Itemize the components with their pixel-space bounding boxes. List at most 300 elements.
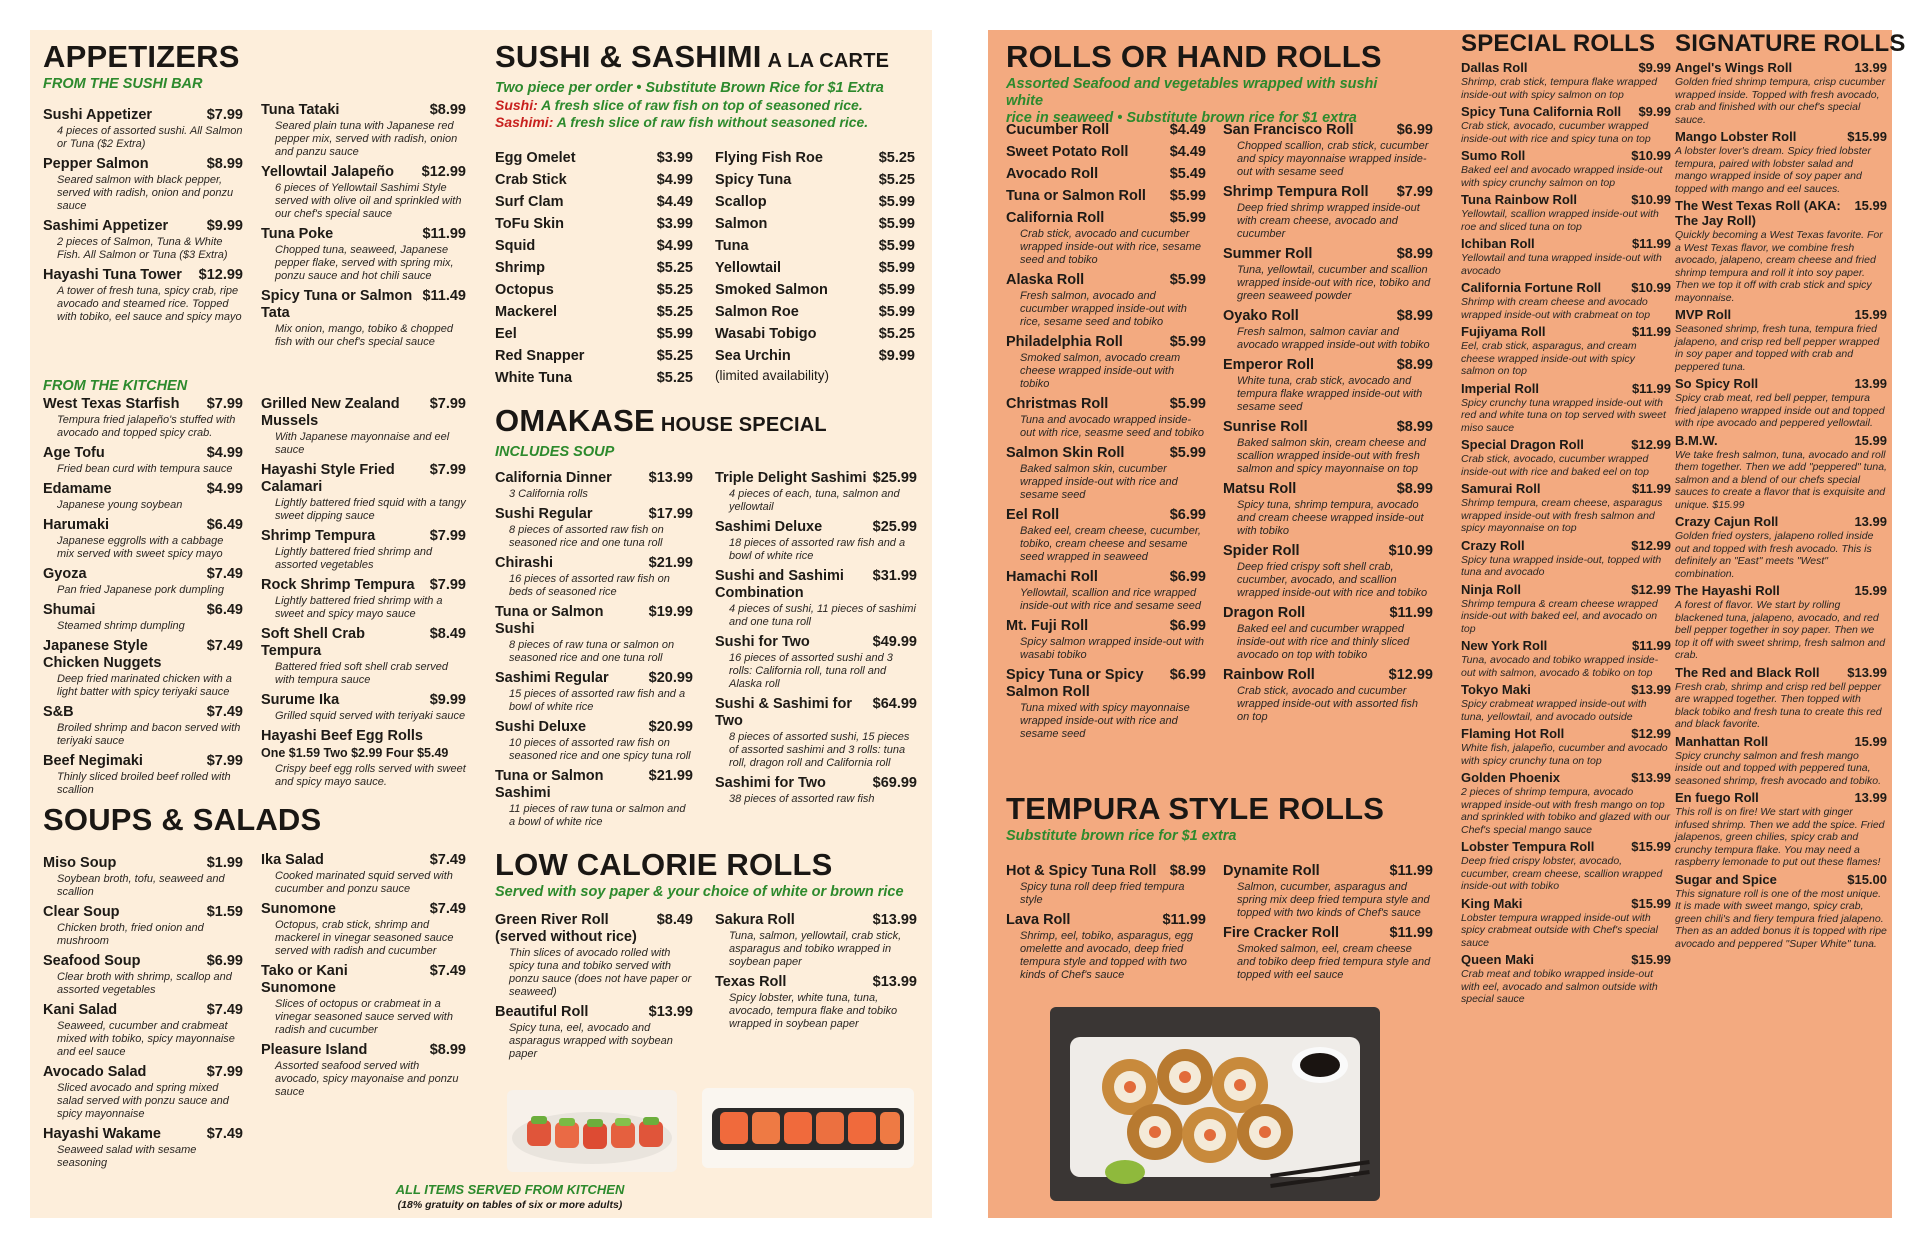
menu-item-description: Mix onion, mango, tobiko & chopped fish with our chef's special sauce (275, 323, 453, 348)
menu-item-description: Slices of octopus or crabmeat in a vinegar seasoned sauce served with radish and cucumber (275, 998, 453, 1036)
menu-item-name: Harumaki (43, 517, 110, 533)
sushi-item-price: $5.99 (878, 238, 915, 254)
menu-item (1461, 682, 1671, 723)
sushi-col2-wrap (715, 147, 915, 385)
menu-item-price: $12.99 (198, 267, 243, 283)
menu-item-description: Yellowtail and tuna wrapped inside-out with avocado (1461, 252, 1662, 277)
tempura-section (1006, 792, 1436, 849)
menu-item (1675, 583, 1887, 662)
rolls-section (1006, 40, 1386, 131)
menu-item-price: $7.49 (206, 704, 243, 720)
menu-item-name: The Hayashi Roll (1675, 583, 1780, 598)
menu-item-description: We take fresh salmon, tuna, avocado and roll them together. Then we add "peppered" tuna, salmon and a blend of our chefs special sauces to create a flavor that is exquisite and unique. $15.99 (1675, 448, 1887, 511)
sushi-item-price: $5.25 (656, 370, 693, 386)
menu-item-name: Tuna or Salmon Sushi (495, 604, 604, 637)
menu-item-price: $5.49 (1169, 166, 1206, 182)
menu-item-description: 4 pieces of each, tuna, salmon and yellowtail (729, 488, 900, 513)
appetizers-sushi-col1 (43, 107, 243, 329)
sushi-title: SUSHI & SASHIMI A LA CARTE (495, 39, 890, 74)
menu-item-description: Spicy crab meat, red bell pepper, tempura fried jalapeno wrapped inside out and topped with ripe avocado and peppered yellowtail. (1675, 392, 1885, 429)
menu-item-name: Shrimp Tempura Roll (1223, 184, 1369, 200)
menu-item-price: $7.49 (429, 852, 466, 868)
sushi-item (715, 301, 915, 323)
menu-item-name: Lava Roll (1006, 912, 1071, 928)
menu-item (261, 577, 466, 621)
menu-item (1006, 122, 1206, 139)
menu-item-description: 8 pieces of raw tuna or salmon on seasoned rice and one tuna roll (509, 639, 675, 664)
menu-item-name: Angel's Wings Roll (1675, 60, 1793, 75)
sushi-item (495, 345, 693, 367)
menu-item (43, 107, 243, 151)
menu-item-description: Fresh salmon, avocado and cucumber wrapped inside-out with rice, sesame seed and tobiko (1020, 290, 1187, 328)
sushi-item (495, 301, 693, 323)
menu-item-description: Tuna, yellowtail, cucumber and scallion wrapped inside-out with rice, tobiko and green seaweed powder (1237, 264, 1431, 302)
menu-item-price: $12.99 (1631, 726, 1671, 741)
menu-item-description: Tuna and avocado wrapped inside-out with rice, seasme seed and tobiko (1020, 414, 1205, 439)
menu-item-description: Thin slices of avocado rolled with spicy tuna and tobiko served with ponzu sauce (does not have paper or seaweed) (509, 947, 692, 998)
menu-item-name: Shrimp Tempura (261, 528, 376, 544)
menu-item (261, 288, 466, 349)
sushi-item (495, 367, 693, 389)
menu-item (1461, 280, 1671, 321)
menu-item-name: Edamame (43, 481, 112, 497)
menu-item-name: Sashimi Deluxe (715, 519, 823, 535)
menu-item (715, 470, 917, 514)
menu-item-description: Shrimp tempura, cream cheese, asparagus wrapped inside-out with fresh salmon and spicy mayonnaise on top (1461, 497, 1663, 534)
menu-item-name: Dynamite Roll (1223, 863, 1320, 879)
menu-item-price: $13.99 (1631, 682, 1671, 697)
omakase-col2 (715, 470, 917, 811)
menu-item-name: Flaming Hot Roll (1461, 726, 1565, 741)
menu-item-name: Sushi and Sashimi Combination (715, 568, 844, 601)
menu-item-description: This roll is on fire! We start with ginger infused shrimp. Then we add the spice. Fried jalapenos, green chilies, spicy crab and crunchy tempura flake. You may need a raspberry lemonade to put out these flames! (1675, 806, 1885, 868)
menu-item-name: Tako or Kani Sunomone (261, 963, 348, 996)
menu-item-name: Japanese Style Chicken Nuggets (43, 638, 162, 671)
menu-item-description: Smoked salmon, avocado cream cheese wrapped inside-out with tobiko (1020, 352, 1181, 390)
menu-item-price: $5.99 (1169, 210, 1206, 226)
menu-item (1006, 272, 1206, 329)
menu-item-price: $11.99 (1631, 236, 1671, 251)
menu-item (43, 602, 243, 633)
menu-item-price: $11.99 (1631, 638, 1671, 653)
menu-item-description: Lightly battered fried shrimp with a sweet and spicy mayo sauce (275, 595, 443, 620)
sushi-item (715, 323, 915, 345)
sea-urchin-note: (limited availability) (715, 368, 830, 383)
menu-item (43, 1064, 243, 1121)
menu-item-price: $6.99 (206, 953, 243, 969)
sushi-item-name: Crab Stick (495, 172, 567, 188)
rolls-subtitle-1: Assorted Seafood and vegetables wrapped with sushi white (1006, 76, 1378, 109)
sushi-item-name: Scallop (715, 194, 767, 210)
sushi-item-price: $5.25 (656, 282, 693, 298)
menu-item-description: Broiled shrimp and bacon served with teriyaki sauce (57, 722, 241, 747)
menu-item-name: So Spicy Roll (1675, 376, 1759, 391)
menu-item-name: Mt. Fuji Roll (1006, 618, 1089, 634)
menu-item-name: Sugar and Spice (1675, 871, 1777, 887)
menu-item (43, 704, 243, 748)
sushi-item-price: $5.99 (878, 304, 915, 320)
menu-item-description: Battered fried soft shell crab served with tempura sauce (275, 661, 449, 686)
menu-item-description: Seasoned shrimp, fresh tuna, tempura fried jalapeno, and crisp red bell pepper wrapped in soy paper and topped with crab and peppered tuna. (1675, 323, 1880, 373)
sushi-item-price: $5.99 (656, 326, 693, 342)
menu-item-price: $8.99 (1169, 863, 1206, 879)
sushi-subtitle: Two piece per order • Substitute Brown Rice for $1 Extra (495, 80, 884, 96)
menu-item-name: Gyoza (43, 566, 87, 582)
menu-item-price: $6.99 (1169, 667, 1206, 683)
special-rolls-section (1461, 30, 1671, 1009)
menu-item-price: 15.99 (1854, 198, 1887, 213)
menu-item-name: Pleasure Island (261, 1042, 368, 1058)
menu-item-description: Shrimp tempura & cream cheese wrapped inside-out with baked eel, and avocado on top (1461, 597, 1658, 635)
left-footer (330, 1182, 690, 1212)
menu-item-description: Quickly becoming a West Texas favorite. For a West Texas flavor, we combine fresh avocado, jalapeno, cream cheese and fried shrimp tempura and roll it into soy paper. Then we top it off with crab stick and spicy mayonnaise. (1675, 229, 1883, 304)
menu-item-price: $10.99 (1631, 280, 1671, 295)
sushi-item-price: $5.99 (878, 260, 915, 276)
menu-item-description: Tempura fried jalapeño's stuffed with avocado and topped spicy crab. (57, 414, 236, 439)
menu-item-name: Rainbow Roll (1223, 667, 1315, 683)
menu-item-name: Avocado Salad (43, 1064, 147, 1080)
menu-item-price: $7.49 (429, 963, 466, 979)
menu-item-price: $8.99 (206, 156, 243, 172)
sushi-item-name: Flying Fish Roe (715, 150, 823, 166)
menu-item (715, 519, 917, 563)
menu-item-description: Grilled squid served with teriyaki sauce (275, 710, 466, 722)
menu-item-price: $15.99 (1631, 895, 1671, 911)
menu-item (495, 719, 693, 763)
appetizers-title: APPETIZERS (43, 39, 240, 74)
omakase-subtitle: INCLUDES SOUP (495, 444, 615, 460)
appetizers-sushi-col2 (261, 102, 466, 354)
menu-item (1006, 144, 1206, 161)
menu-item-price: $7.99 (429, 396, 466, 412)
menu-item-description: White fish, jalapeño, cucumber and avocado with spicy crunchy tuna on top (1461, 742, 1668, 767)
menu-item-name: New York Roll (1461, 638, 1548, 653)
menu-item-name: Sunrise Roll (1223, 419, 1308, 435)
menu-item-price: $1.59 (206, 904, 243, 920)
menu-item-price: $21.99 (648, 555, 693, 571)
menu-item-description: Baked eel and avocado wrapped inside-out with spicy crunchy salmon on top (1461, 164, 1663, 189)
menu-item-name: En fuego Roll (1675, 790, 1759, 805)
menu-item-description: Crab stick, avocado and cucumber wrapped inside-out with rice, sesame seed and tobiko (1020, 228, 1201, 266)
menu-item (1675, 514, 1887, 580)
menu-item-price: $4.99 (206, 445, 243, 461)
menu-item-price: $49.99 (872, 634, 917, 650)
menu-item-name: Eel Roll (1006, 507, 1060, 523)
menu-item (1675, 433, 1887, 512)
menu-item (1223, 184, 1433, 241)
menu-item-price: $8.99 (1396, 357, 1433, 373)
menu-item-description: 16 pieces of assorted raw fish on beds of seasoned rice (509, 573, 670, 598)
menu-item-name: Miso Soup (43, 855, 117, 871)
menu-item-description: 15 pieces of assorted raw fish and a bowl of white rice (509, 688, 686, 713)
menu-item (43, 445, 243, 476)
menu-item-description: Deep fried marinated chicken with a light batter with spicy teriyaki sauce (57, 673, 232, 698)
footer-kitchen-note: ALL ITEMS SERVED FROM KITCHEN (395, 1182, 625, 1197)
menu-item (1006, 863, 1206, 907)
menu-item-name: Seafood Soup (43, 953, 141, 969)
lowcal-col2 (715, 912, 917, 1036)
menu-item-name: Texas Roll (715, 974, 787, 990)
sushi-item-price: $5.99 (878, 194, 915, 210)
menu-item-name: Cucumber Roll (1006, 122, 1110, 138)
menu-item-price-options: One $1.59 Two $2.99 Four $5.49 (261, 746, 449, 760)
menu-item-price: $11.99 (1631, 324, 1671, 339)
menu-item-price: $8.99 (1396, 246, 1433, 262)
menu-item-name: Special Dragon Roll (1461, 437, 1584, 452)
menu-item (1006, 166, 1206, 183)
menu-item-name: MVP Roll (1675, 307, 1732, 322)
menu-item (43, 396, 243, 440)
menu-item-price: $7.99 (429, 528, 466, 544)
menu-item (1223, 308, 1433, 352)
menu-item-price: $7.99 (206, 753, 243, 769)
menu-item (1006, 334, 1206, 391)
kitchen-subtitle: FROM THE KITCHEN (43, 378, 188, 394)
sushi-item-name: Shrimp (495, 260, 545, 276)
menu-item-price: $8.99 (429, 102, 466, 118)
menu-item (495, 670, 693, 714)
menu-item-name: Hayashi Tuna Tower (43, 267, 182, 283)
sashimi-note: Sashimi: A fresh slice of raw fish without seasoned rice. (495, 114, 869, 130)
menu-item-price: 13.99 (1854, 514, 1887, 529)
menu-item-description: 3 California rolls (509, 488, 588, 500)
menu-item-description: Spicy tuna roll deep fried tempura style (1020, 881, 1185, 906)
rolls-col2 (1223, 122, 1433, 729)
rolls-title: ROLLS OR HAND ROLLS (1006, 39, 1382, 74)
menu-item-description: Japanese eggrolls with a cabbage mix served with sweet spicy mayo (57, 535, 224, 560)
menu-item-description: Clear broth with shrimp, scallop and assorted vegetables (57, 971, 232, 996)
menu-item-description: Golden fried shrimp tempura, crisp cucumber wrapped inside. Topped with fresh avocado, crab and finished with our chef's special sauce. (1675, 76, 1886, 126)
menu-item (1461, 726, 1671, 767)
menu-item (1223, 667, 1433, 724)
menu-item-description: 11 pieces of raw tuna or salmon and a bowl of white rice (509, 803, 686, 828)
menu-item-description: Spicy lobster, white tuna, tuna, avocado, tempura flake and tobiko wrapped in soybean paper (729, 992, 898, 1030)
menu-item-price: $6.49 (206, 517, 243, 533)
menu-item (715, 912, 917, 969)
menu-item-price: $8.99 (429, 1042, 466, 1058)
menu-item-name: Tuna Tataki (261, 102, 340, 118)
menu-item-name: Manhattan Roll (1675, 733, 1769, 749)
sushi-item (495, 279, 693, 301)
menu-item-price: $13.99 (872, 912, 917, 928)
menu-item (261, 462, 466, 523)
menu-item-name: Hayashi Style Fried Calamari (261, 462, 395, 495)
sushi-item-name: Eel (495, 326, 517, 342)
menu-item (1006, 569, 1206, 613)
sushi-item (715, 345, 915, 367)
menu-item-price: $12.99 (1631, 537, 1671, 553)
menu-item (261, 626, 466, 687)
omakase-title: OMAKASE HOUSE SPECIAL (495, 403, 827, 438)
menu-item-name: The West Texas Roll (AKA: The Jay Roll) (1675, 198, 1841, 228)
menu-item-name: Hamachi Roll (1006, 569, 1098, 585)
menu-item-name: Sushi Regular (495, 506, 593, 522)
menu-item-price: $13.99 (648, 1004, 693, 1020)
menu-item-description: 2 pieces of shrimp tempura, avocado wrapped inside-out with fresh mango on top and sprinkled with tobiko and glazed with our Chef's special mango sauce (1461, 786, 1670, 836)
menu-item-name: B.M.W. (1675, 432, 1718, 448)
sushi-item-price: $5.99 (878, 282, 915, 298)
menu-item-description: Fried bean curd with tempura sauce (57, 463, 233, 475)
menu-item-name: Soft Shell Crab Tempura (261, 626, 365, 659)
menu-item-name: Green River Roll (495, 912, 609, 928)
menu-item-description: Crab meat and tobiko wrapped inside-out with eel, avocado and salmon outside with special sauce (1461, 968, 1658, 1005)
sushi-item-name: Spicy Tuna (715, 172, 792, 188)
menu-item-name: Avocado Roll (1006, 166, 1099, 182)
menu-item-name: Spicy Tuna or Salmon Tata (261, 288, 413, 321)
menu-item-price: $15.99 (1631, 952, 1671, 967)
menu-item-name: King Maki (1461, 895, 1523, 911)
sushi-item-name: Salmon Roe (715, 304, 799, 320)
menu-item-description: Soybean broth, tofu, seaweed and scallion (57, 873, 225, 898)
menu-item-description: Spicy tuna wrapped inside-out, topped with tuna and avocado (1461, 553, 1662, 578)
menu-item-price: $7.99 (206, 396, 243, 412)
sushi-item-name: Egg Omelet (495, 150, 576, 166)
sushi-item (495, 191, 693, 213)
menu-item-description: Seared salmon with black pepper, served with radish, onion and ponzu sauce (57, 174, 234, 212)
menu-item-name: Golden Phoenix (1461, 770, 1560, 785)
menu-item (1461, 952, 1671, 1006)
menu-item-description: Chopped scallion, crab stick, cucumber and spicy mayonnaise wrapped inside-out with sesame seed (1237, 140, 1429, 178)
menu-item (261, 852, 466, 896)
sushi-item-price: $5.25 (656, 304, 693, 320)
menu-item-price: $7.99 (206, 107, 243, 123)
menu-item-name: Matsu Roll (1223, 481, 1297, 497)
menu-item-price: 15.99 (1854, 583, 1887, 598)
menu-item (495, 470, 693, 501)
menu-item (1461, 638, 1671, 679)
menu-item (715, 974, 917, 1031)
menu-item-name: Sushi Deluxe (495, 719, 587, 735)
menu-item-name: Queen Maki (1461, 952, 1534, 967)
menu-item (495, 604, 693, 665)
menu-item (43, 566, 243, 597)
menu-item (1675, 872, 1887, 951)
menu-item-description: Seaweed salad with sesame seasoning (57, 1144, 197, 1169)
sushi-item-name: Octopus (495, 282, 554, 298)
menu-item (1006, 618, 1206, 662)
menu-item-price: $6.99 (1169, 569, 1206, 585)
special-rolls-title: SPECIAL ROLLS (1461, 30, 1656, 57)
menu-item-name: Kani Salad (43, 1002, 118, 1018)
menu-item-price: $8.49 (429, 626, 466, 642)
menu-item-description: Salmon, cucumber, asparagus and spring mix deep fried tempura style and topped with two kinds of Chef's sauce (1237, 881, 1430, 919)
sushi-item-price: $4.99 (656, 172, 693, 188)
menu-item-description: With Japanese mayonnaise and eel sauce (275, 431, 450, 456)
menu-item-description: Tuna, avocado and tobiko wrapped inside-out with salmon, avocado & tobiko on top (1461, 654, 1659, 679)
menu-item-description: Assorted seafood served with avocado, spicy mayonaise and ponzu sauce (275, 1060, 459, 1098)
menu-item-description: Seared plain tuna with Japanese red pepper mix, served with radish, onion and panzu sauce (275, 120, 458, 158)
menu-item-name: Ninja Roll (1461, 581, 1521, 597)
menu-item-name: Beautiful Roll (495, 1004, 589, 1020)
menu-item (1223, 863, 1433, 920)
menu-item (1675, 376, 1887, 430)
menu-item-price: $13.99 (1847, 664, 1887, 680)
tempura-title: TEMPURA STYLE ROLLS (1006, 791, 1385, 826)
menu-item (1675, 129, 1887, 195)
menu-item (1461, 538, 1671, 579)
sushi-section (495, 40, 920, 131)
menu-item (1461, 104, 1671, 145)
special-rolls-list (1461, 60, 1671, 1006)
menu-item (43, 267, 243, 324)
menu-item-price: $11.99 (1162, 912, 1206, 928)
menu-item (495, 768, 693, 829)
menu-item-description: Chicken broth, fried onion and mushroom (57, 922, 204, 947)
menu-item (1461, 582, 1671, 636)
sushi-item-name: Red Snapper (495, 348, 585, 364)
menu-item-price: $7.99 (1396, 184, 1433, 200)
menu-item-description: Crispy beef egg rolls served with sweet and spicy mayo sauce. (275, 763, 466, 788)
menu-item-description: Deep fried shrimp wrapped inside-out with cream cheese, avocado and cucumber (1237, 202, 1420, 240)
menu-item-price: $5.99 (1169, 334, 1206, 350)
menu-item-price: 15.99 (1854, 307, 1887, 322)
menu-item-price: $13.99 (648, 470, 693, 486)
menu-item (495, 506, 693, 550)
rolls-col1 (1006, 122, 1206, 746)
menu-item-description: 2 pieces of Salmon, Tuna & White Fish. All Salmon or Tuna ($3 Extra) (57, 236, 228, 261)
menu-item (261, 728, 466, 789)
menu-item-name: Dragon Roll (1223, 605, 1306, 621)
menu-item-description: A tower of fresh tuna, spicy crab, ripe avocado and steamed rice. Topped with tobiko, eel sauce and spicy mayo (57, 285, 242, 323)
menu-item-price: $31.99 (872, 568, 917, 584)
menu-item-description: Eel, crab stick, asparagus, and cream cheese wrapped inside-out with spicy salmon on top (1461, 340, 1637, 377)
menu-item (43, 517, 243, 561)
menu-item-description: Shrimp with cream cheese and avocado wrapped inside-out with crabmeat on top (1461, 296, 1651, 321)
menu-item-name: Christmas Roll (1006, 396, 1109, 412)
menu-item-description: Spicy tuna, eel, avocado and asparagus wrapped with soybean paper (509, 1022, 673, 1060)
tempura-col2 (1223, 863, 1433, 987)
menu-item (715, 568, 917, 629)
menu-item-description: Yellowtail, scallion wrapped inside-out with roe and sliced tuna on top (1461, 208, 1659, 233)
sushi-item-name: Squid (495, 238, 536, 254)
menu-item-price: $13.99 (872, 974, 917, 990)
menu-item-description: Baked salmon skin, cucumber wrapped inside-out with rice and sesame seed (1020, 463, 1178, 501)
menu-item-name: Shumai (43, 602, 96, 618)
menu-item-name: Spicy Tuna California Roll (1461, 104, 1622, 119)
menu-item-price: $13.99 (1631, 770, 1671, 785)
sushi-item-name: Smoked Salmon (715, 282, 828, 298)
menu-item-description: A forest of flavor. We start by rolling blackened tuna, jalapeno, avocado, and red bell pepper together in soy paper. Then we top it off with sweet shrimp, fresh salmon and crab. (1675, 599, 1886, 661)
menu-item-price: 13.99 (1854, 790, 1887, 805)
menu-item-description: Chopped tuna, seaweed, Japanese pepper flake, served with spring mix, ponzu sauce and hot chili sauce (275, 244, 454, 282)
menu-item-description: Baked eel, cream cheese, cucumber, tobiko, cream cheese and sesame seed wrapped in seaweed (1020, 525, 1201, 563)
lowcal-col1 (495, 912, 693, 1066)
menu-item (1461, 481, 1671, 535)
menu-item-name: Crazy Cajun Roll (1675, 514, 1779, 529)
tempura-col1 (1006, 863, 1206, 987)
menu-item (715, 634, 917, 691)
menu-item-name: California Fortune Roll (1461, 280, 1602, 295)
menu-item-description: Spicy crabmeat wrapped inside-out with tuna, yellowtail, and avocado outside (1461, 698, 1647, 723)
menu-item-description: Crab stick, avocado, cucumber wrapped inside-out with rice and baked eel on top (1461, 453, 1649, 478)
sushi-item-price: $3.99 (656, 150, 693, 166)
menu-item-subname: (served without rice) (495, 929, 637, 945)
menu-item-price: $7.49 (206, 638, 243, 654)
sushi-note: Sushi: A fresh slice of raw fish on top of seasoned rice. (495, 97, 863, 113)
menu-item-name: Sakura Roll (715, 912, 795, 928)
roll-photo-2 (702, 1088, 914, 1168)
menu-item-price: $11.49 (422, 288, 466, 304)
menu-item-price: $11.99 (1389, 925, 1433, 941)
menu-item-name: Grilled New Zealand Mussels (261, 396, 400, 429)
lowcal-title: LOW CALORIE ROLLS (495, 847, 833, 882)
menu-item-name: Salmon Skin Roll (1006, 445, 1125, 461)
menu-item (261, 164, 466, 221)
sushi-col2 (715, 147, 915, 367)
menu-item (1223, 481, 1433, 538)
menu-item-price: $9.99 (206, 218, 243, 234)
menu-item-price: $6.99 (1169, 507, 1206, 523)
